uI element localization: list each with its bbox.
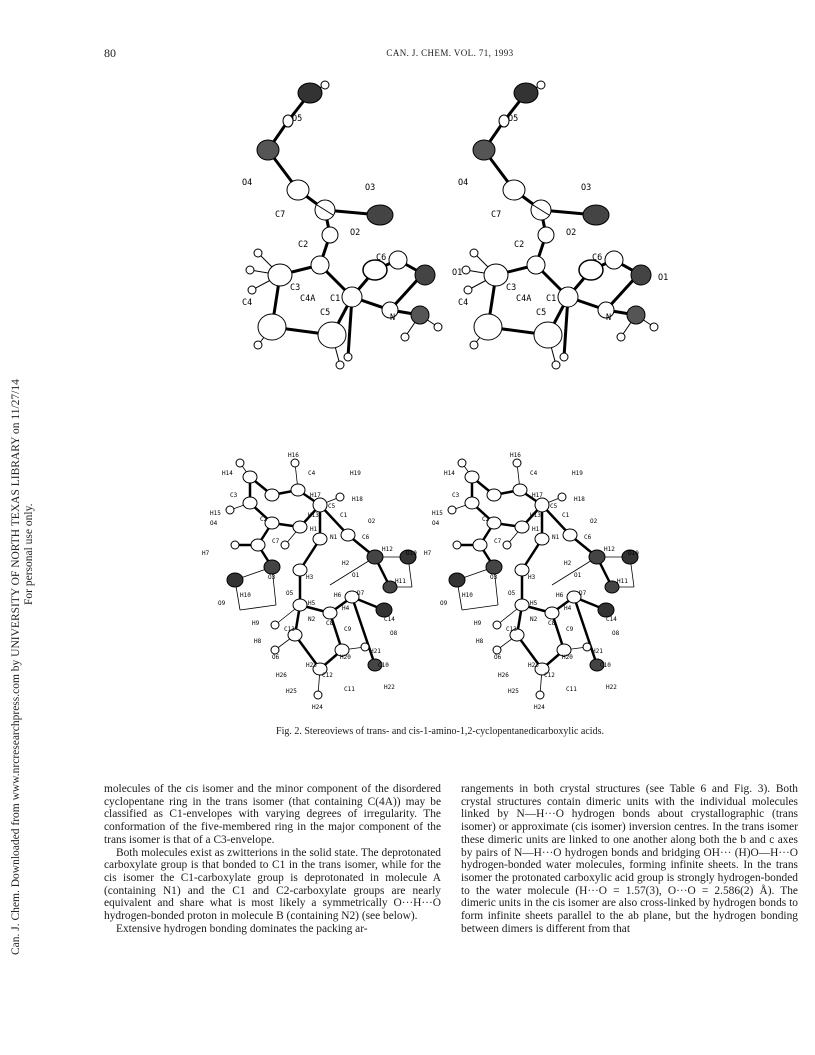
- label-c11-r: C11: [566, 686, 577, 693]
- label-c5: C5: [320, 308, 331, 318]
- label-h2-r: H2: [564, 560, 572, 567]
- body-column-left: [104, 783, 441, 935]
- label-o1-r: O1: [574, 572, 582, 579]
- label-h24: H24: [312, 704, 323, 711]
- label-h13-r: H13: [530, 512, 541, 519]
- label-o5-r: O5: [508, 114, 519, 124]
- label-c5-r: C5: [550, 503, 558, 510]
- page-number: 80: [104, 46, 116, 60]
- label-d7-r: D7: [579, 590, 587, 597]
- label-o10-r: O10: [628, 550, 639, 557]
- label-h3-r: H3: [528, 574, 536, 581]
- label-c2-r: C2: [482, 516, 490, 523]
- label-o2-b: O2: [368, 518, 376, 525]
- label-c7: C7: [275, 210, 286, 220]
- label-h9-r: H9: [474, 620, 482, 627]
- label-c6: C6: [376, 253, 387, 263]
- paragraph: molecules of the cis isomer and the minor component of the disordered cyclopentane ring in the trans isomer (that containing C(4A)) may be classified as C1-envelopes with varying degrees of irregularity. The conformation of the five-membered ring in the major component of the trans isomer is that of a C3-envelope.: [104, 783, 441, 846]
- label-o4-r: O4: [458, 178, 469, 188]
- label-o5-r2: O5: [508, 590, 516, 597]
- label-c10-r: C10: [600, 662, 611, 669]
- label-o2-r: O2: [566, 228, 577, 238]
- label-c1-b: C1: [340, 512, 348, 519]
- label-c5-b: C5: [328, 503, 336, 510]
- paragraph: Both molecules exist as zwitterions in the solid state. The deprotonated carboxylate group is that bonded to C1 in the trans isomer, while for the cis isomer the C1-carboxylate group is deprotonated in molecule A (containing N1) and the C1 and C2-carboxylate groups are nearly equivalent and share what is most likely a symmetrically O···H···O hydrogen-bonded proton in molecule B (containing N2) (see below).: [104, 846, 441, 923]
- label-h22: H22: [384, 684, 395, 691]
- label-c10: C10: [378, 662, 389, 669]
- label-o5: O5: [292, 114, 303, 124]
- label-c13: C13: [284, 626, 295, 633]
- label-c2-b: C2: [260, 516, 268, 523]
- label-c13-r: C13: [506, 626, 517, 633]
- label-c1-r: C1: [562, 512, 570, 519]
- label-h4: H4: [342, 605, 350, 612]
- label-h19: H19: [350, 470, 361, 477]
- label-h22-r: H22: [606, 684, 617, 691]
- label-h6-r: H6: [556, 592, 564, 599]
- label-h11-r: H11: [617, 578, 628, 585]
- label-c3-r: C3: [506, 283, 517, 293]
- label-n2: N2: [308, 616, 316, 623]
- download-notice-line-2: For personal use only.: [23, 503, 35, 605]
- label-o2: O2: [350, 228, 361, 238]
- label-c4-r: C4: [530, 470, 538, 477]
- label-h23: H23: [306, 662, 317, 669]
- label-n-r: N: [606, 313, 612, 323]
- label-c3-b: C3: [230, 492, 238, 499]
- label-c4-r: C4: [458, 298, 469, 308]
- label-o6: O6: [272, 654, 280, 661]
- label-h16: H16: [288, 452, 299, 459]
- label-n2-r: N2: [530, 616, 538, 623]
- download-notice: [10, 55, 36, 955]
- label-o9-r: O9: [440, 600, 448, 607]
- label-h1: H1: [310, 526, 318, 533]
- label-h6: H6: [334, 592, 342, 599]
- label-c1-r: C1: [546, 294, 557, 304]
- running-head: CAN. J. CHEM. VOL. 71, 1993: [386, 48, 514, 58]
- label-h26: H26: [276, 672, 287, 679]
- label-o1-r1: O1: [452, 268, 463, 278]
- label-h15: H15: [210, 510, 221, 517]
- label-h14: H14: [222, 470, 233, 477]
- top-stereoview-right: [452, 81, 668, 369]
- label-o6-r: O6: [494, 654, 502, 661]
- label-h15-r: H15: [432, 510, 443, 517]
- label-c9-r: C9: [566, 626, 574, 633]
- stereoview-figure: [180, 65, 700, 725]
- label-h10: H10: [240, 592, 251, 599]
- label-n1-r: N1: [552, 534, 560, 541]
- label-h17-r: H17: [532, 492, 543, 499]
- label-h21: H21: [370, 648, 381, 655]
- label-h13: H13: [308, 512, 319, 519]
- label-h1-r: H1: [532, 526, 540, 533]
- label-c8: C8: [326, 620, 334, 627]
- label-h25-r: H25: [508, 688, 519, 695]
- label-o5-b: O5: [286, 590, 294, 597]
- label-o3-b: O3: [268, 574, 276, 581]
- label-o2-r: O2: [590, 518, 598, 525]
- figure-caption: Fig. 2. Stereoviews of trans- and cis-1-amino-1,2-cyclopentanedicarboxylic acids.: [276, 726, 604, 737]
- label-c2-r: C2: [514, 240, 525, 250]
- label-c8-r: C8: [548, 620, 556, 627]
- label-h21-r: H21: [592, 648, 603, 655]
- label-h19-r: H19: [572, 470, 583, 477]
- label-o3: O3: [365, 183, 376, 193]
- label-h7-r: H7: [424, 550, 432, 557]
- label-c2: C2: [298, 240, 309, 250]
- body-column-right: [461, 783, 798, 935]
- label-h11: H11: [395, 578, 406, 585]
- label-c7-b: C7: [272, 538, 280, 545]
- label-n: N: [390, 313, 396, 323]
- label-h24-r: H24: [534, 704, 545, 711]
- label-h8: H8: [254, 638, 262, 645]
- label-h3: H3: [306, 574, 314, 581]
- label-h12-r: H12: [604, 546, 615, 553]
- label-o3-r: O3: [490, 574, 498, 581]
- label-h18: H18: [352, 496, 363, 503]
- label-c6-r: C6: [592, 253, 603, 263]
- label-h20: H20: [340, 654, 351, 661]
- label-c14-r: C14: [606, 616, 617, 623]
- label-c14: C14: [384, 616, 395, 623]
- label-h5: H5: [308, 600, 316, 607]
- label-h17: H17: [310, 492, 321, 499]
- label-h8-r: H8: [476, 638, 484, 645]
- label-h26-r: H26: [498, 672, 509, 679]
- paragraph: rangements in both crystal structures (see Table 6 and Fig. 3). Both crystal structures contain dimeric units with the individual molecules linked by N—H···O hydrogen bonds about crystallographic (trans isomer) or approximate (cis isomer) inversion centres. In the trans isomer these dimeric units are linked to one another along both the b and c axes by pairs of N—H···O hydrogen bonds and bridging OH··· (H)O—H···O hydrogen-bonded water molecules, forming infinite sheets. In the trans isomer the protonated carboxylic acid group is strongly hydrogen-bonded to the water molecule (H···O = 1.57(3), O···O = 2.586(2) Å). The dimeric units in the cis isomer are also cross-linked by hydrogen bonds to form infinite sheets parallel to the ab plane, but the hydrogen bonding between dimers is different from that: [461, 783, 798, 935]
- label-n1: N1: [330, 534, 338, 541]
- label-h10-r: H10: [462, 592, 473, 599]
- label-h4-r: H4: [564, 605, 572, 612]
- label-o9: O9: [218, 600, 226, 607]
- label-c11: C11: [344, 686, 355, 693]
- label-h25: H25: [286, 688, 297, 695]
- top-stereoview-left: [242, 81, 442, 369]
- label-o8: O8: [390, 630, 398, 637]
- stereoview-drawing: [180, 65, 700, 725]
- label-d7: D7: [357, 590, 365, 597]
- label-c3-r: C3: [452, 492, 460, 499]
- label-o1-r2: O1: [658, 273, 669, 283]
- label-c9: C9: [344, 626, 352, 633]
- label-o4-b: O4: [210, 520, 218, 527]
- paragraph: Extensive hydrogen bonding dominates the packing ar-: [116, 922, 368, 935]
- label-h9: H9: [252, 620, 260, 627]
- label-h12: H12: [382, 546, 393, 553]
- label-h23-r: H23: [528, 662, 539, 669]
- label-c12: C12: [322, 672, 333, 679]
- label-h20-r: H20: [562, 654, 573, 661]
- label-o1-b: O1: [352, 572, 360, 579]
- label-c5-r: C5: [536, 308, 547, 318]
- label-h14-r: H14: [444, 470, 455, 477]
- label-h16-r: H16: [510, 452, 521, 459]
- download-notice-line-1: Can. J. Chem. Downloaded from www.nrcresearchpress.com by UNIVERSITY OF NORTH TEXAS LIBRARY on 11/27/14: [10, 379, 22, 955]
- label-h5-r: H5: [530, 600, 538, 607]
- bottom-stereoview-right: [424, 452, 639, 711]
- label-h18-r: H18: [574, 496, 585, 503]
- label-c6-r: C6: [584, 534, 592, 541]
- label-c3: C3: [290, 283, 301, 293]
- label-o10: O10: [406, 550, 417, 557]
- label-h7: H7: [202, 550, 210, 557]
- label-o4: O4: [242, 178, 253, 188]
- label-c4: C4: [242, 298, 253, 308]
- label-o3-r: O3: [581, 183, 592, 193]
- label-c4a: C4A: [300, 294, 316, 304]
- label-h2: H2: [342, 560, 350, 567]
- label-c1: C1: [330, 294, 341, 304]
- label-c6-b: C6: [362, 534, 370, 541]
- bottom-stereoview-left: [202, 452, 417, 711]
- label-o8-r: O8: [612, 630, 620, 637]
- label-o4-r: O4: [432, 520, 440, 527]
- label-c4-b: C4: [308, 470, 316, 477]
- label-c7-r: C7: [494, 538, 502, 545]
- label-c7-r: C7: [491, 210, 502, 220]
- label-c4a-r: C4A: [516, 294, 532, 304]
- label-c12-r: C12: [544, 672, 555, 679]
